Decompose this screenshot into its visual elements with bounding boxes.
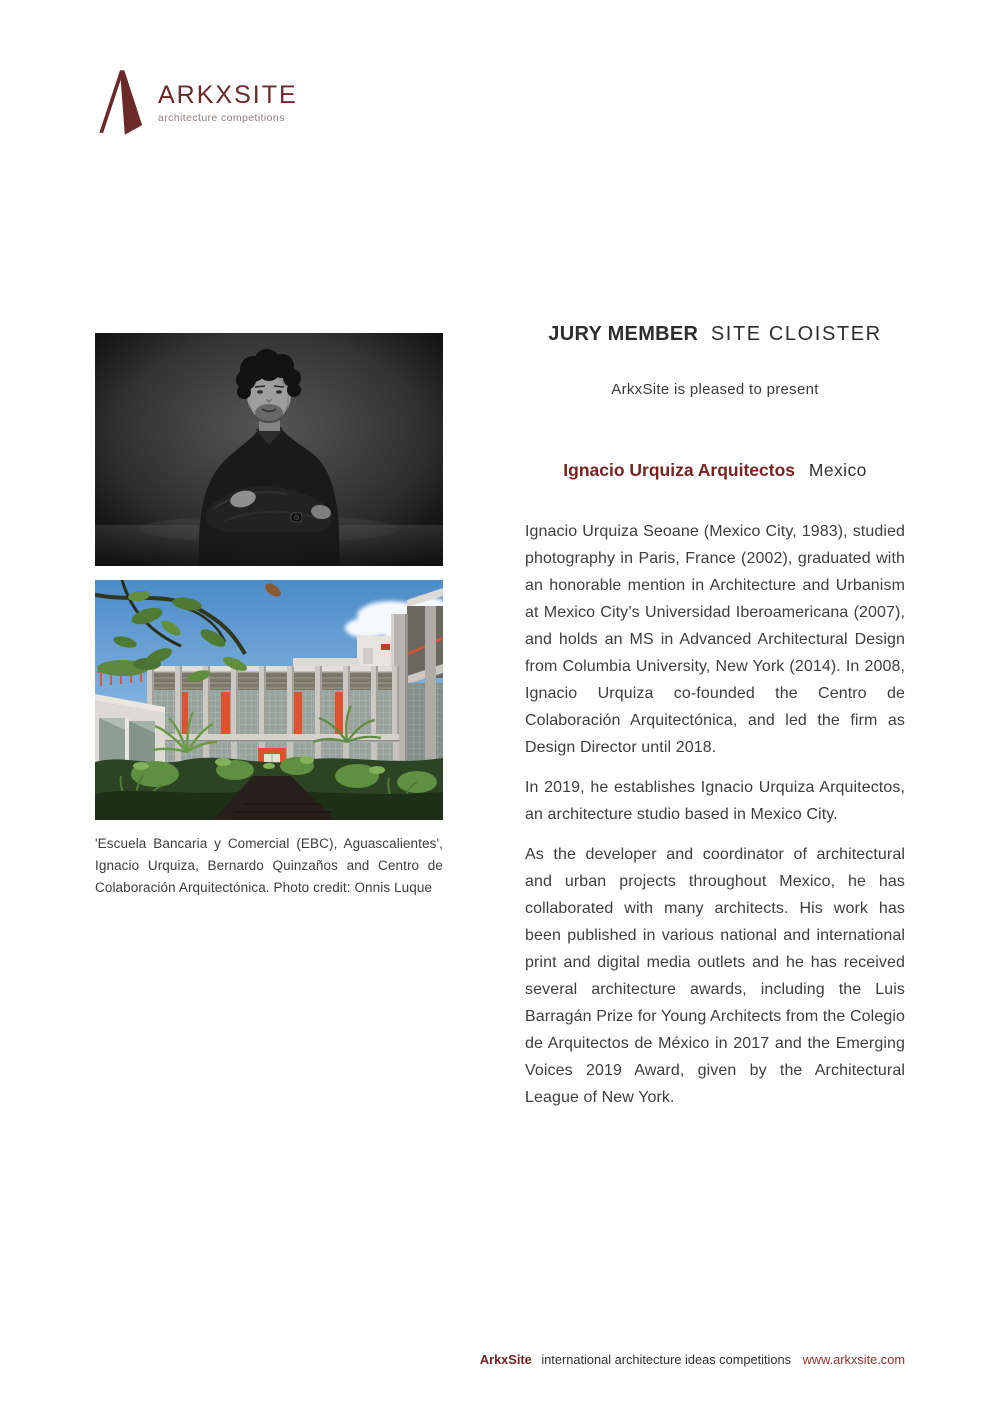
building-photo: [95, 580, 443, 820]
portrait-photo: [95, 333, 443, 566]
jury-name: Ignacio Urquiza Arquitectos: [563, 460, 796, 480]
bio-section: [525, 518, 905, 1111]
content-column: [525, 322, 905, 1124]
bio-paragraph-1: Ignacio Urquiza Seoane (Mexico City, 1983), studied photography in Paris, France (2002), graduated with an honorable mention in Architecture and Urbanism at Mexico City’s Universidad Iberoamericana (2007), and holds an MS in Advanced Architectural Design from Columbia University, New York (2014). In 2008, Ignacio Urquiza co-founded the Centro de Colaboración Arquitectónica, and led the firm as Design Director until 2018.: [525, 523, 905, 756]
footer-url-link[interactable]: www.arkxsite.com: [802, 1352, 905, 1367]
footer-brand: ArkxSite: [479, 1352, 532, 1367]
jury-name-line: [525, 460, 905, 481]
logo-mark-icon: [95, 67, 145, 140]
photo-column: [95, 333, 443, 899]
page-footer: [480, 1352, 905, 1367]
bio-paragraph-3: As the developer and coordinator of architectural and urban projects throughout Mexico, he has collaborated with many architects. His work has been published in various national and international print and digital media outlets and he has received several architecture awards, including the Luis Barragán Prize for Young Architects from the Colegio de Arquitectos de México in 2017 and the Emerging Voices 2019 Award, given by the Architectural League of New York.: [525, 846, 905, 1106]
jury-country: Mexico: [808, 460, 867, 480]
page-title: [525, 322, 905, 346]
photo-caption: 'Escuela Bancaria y Comercial (EBC), Aguascalientes', Ignacio Urquiza, Bernardo Quinzaños and Centro de Colaboración Arquitectónica. Photo credit: Onnis Luque: [95, 836, 443, 895]
logo-brand: ARKXSITE: [158, 81, 298, 109]
intro-line: ArkxSite is pleased to present: [611, 381, 819, 398]
logo-text: [158, 83, 298, 124]
footer-text: international architecture ideas competitions: [541, 1352, 792, 1367]
logo-tagline: architecture competitions: [158, 112, 285, 124]
title-jury-member: JURY MEMBER: [548, 323, 699, 345]
building-illustration: [95, 580, 443, 820]
portrait-illustration: [95, 333, 443, 566]
title-site-cloister: SITE CLOISTER: [710, 323, 882, 345]
arkxsite-logo: [95, 67, 298, 140]
bio-paragraph-2: In 2019, he establishes Ignacio Urquiza Arquitectos, an architecture studio based in Mexico City.: [525, 779, 905, 823]
